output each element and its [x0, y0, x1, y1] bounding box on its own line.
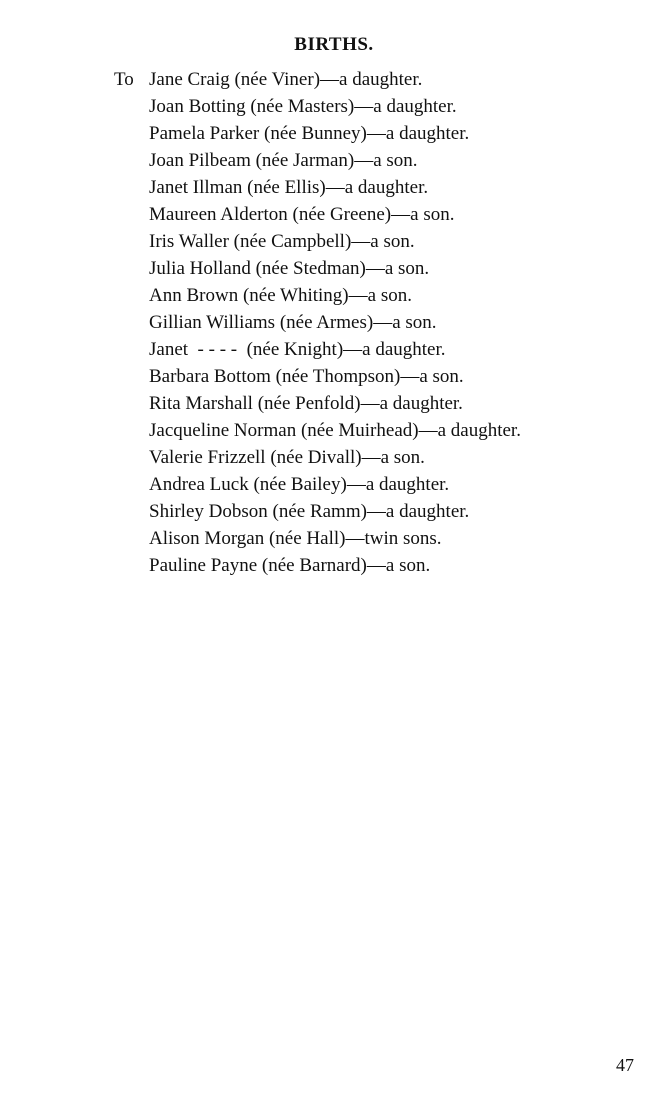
- birth-entry-text: Iris Waller (née Campbell)—a son.: [149, 231, 415, 252]
- birth-entry-text: Maureen Alderton (née Greene)—a son.: [149, 204, 455, 225]
- birth-entry-text: Jacqueline Norman (née Muirhead)—a daughter.: [149, 420, 521, 441]
- birth-entry-text: Valerie Frizzell (née Divall)—a son.: [149, 447, 425, 468]
- birth-entry-text: Shirley Dobson (née Ramm)—a daughter.: [149, 501, 470, 522]
- birth-entry-text: Janet Illman (née Ellis)—a daughter.: [149, 177, 429, 198]
- birth-entry-text: Janet - - - - (née Knight)—a daughter.: [149, 339, 446, 360]
- birth-entry-text: Pamela Parker (née Bunney)—a daughter.: [149, 123, 470, 144]
- birth-entry-text: Ann Brown (née Whiting)—a son.: [149, 285, 412, 306]
- birth-entry-text: Gillian Williams (née Armes)—a son.: [149, 312, 437, 333]
- birth-entry-text: Jane Craig (née Viner)—a daughter.: [149, 69, 423, 90]
- entry-prefix: To: [114, 69, 134, 90]
- birth-entry-text: Pauline Payne (née Barnard)—a son.: [149, 555, 431, 576]
- birth-entry-text: Joan Pilbeam (née Jarman)—a son.: [149, 150, 418, 171]
- birth-entry-text: Barbara Bottom (née Thompson)—a son.: [149, 366, 464, 387]
- page-number: 47: [616, 1055, 634, 1075]
- section-heading: BIRTHS.: [294, 34, 374, 55]
- birth-entry-text: Alison Morgan (née Hall)—twin sons.: [149, 528, 442, 549]
- birth-entry-text: Andrea Luck (née Bailey)—a daughter.: [149, 474, 450, 495]
- birth-entry-text: Rita Marshall (née Penfold)—a daughter.: [149, 393, 463, 414]
- birth-entry-text: Joan Botting (née Masters)—a daughter.: [149, 96, 457, 117]
- birth-entry-text: Julia Holland (née Stedman)—a son.: [149, 258, 430, 279]
